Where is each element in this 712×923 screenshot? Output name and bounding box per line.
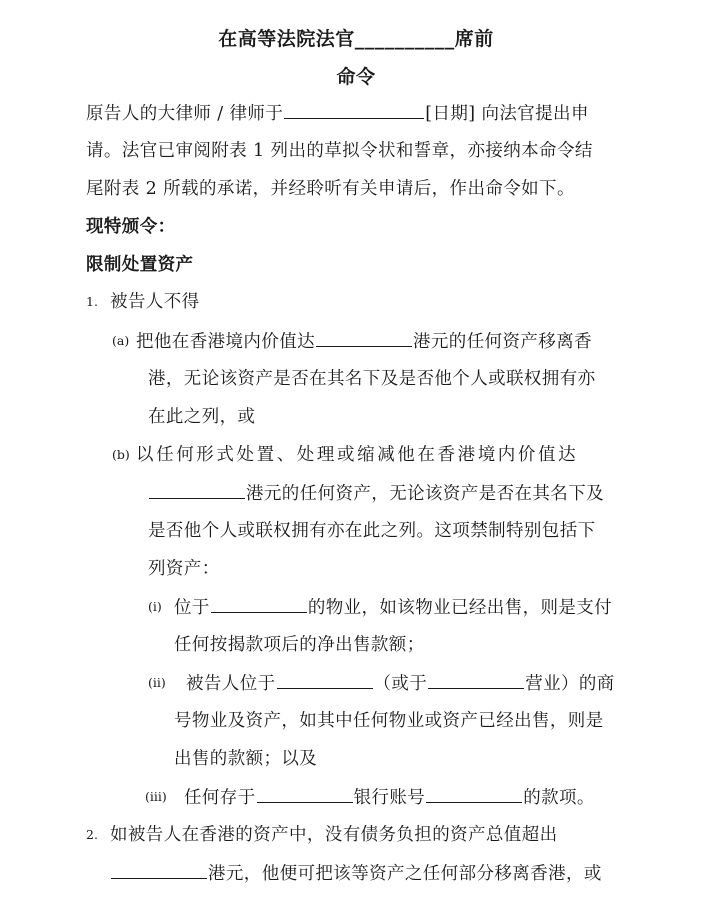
restriction-heading: 限制处置资产 — [86, 255, 194, 275]
intro-line-1 — [86, 100, 589, 127]
item-1b-i-line-1 — [174, 594, 612, 621]
item-1a-line-2: 港，无论该资产是否在其名下及是否他个人或联权拥有亦 — [148, 369, 596, 389]
date-blank — [284, 100, 424, 119]
item-1b-i-line-1-post: 的物业，如该物业已经出售，则是支付 — [307, 598, 613, 618]
item-1b-line-4: 列资产： — [148, 559, 220, 579]
item-1-text: 被告人不得 — [110, 292, 200, 312]
item-1b-iii-label: (iii) — [145, 789, 167, 804]
item-1b-i-label: (i) — [148, 599, 162, 614]
intro-line-3: 尾附表 2 所载的承诺，并经聆听有关申请后，作出命令如下。 — [86, 179, 575, 199]
item-1-number: 1. — [86, 294, 98, 309]
item-1b-iii-line-1 — [184, 784, 595, 811]
decree-heading: 现特颁令： — [86, 217, 176, 237]
item-2-number: 2. — [86, 827, 98, 842]
amount-blank-a — [316, 328, 412, 347]
account-number-blank — [426, 784, 522, 803]
item-2-line-2 — [110, 860, 602, 887]
order-title: 命令 — [336, 66, 376, 88]
intro-line-1-pre: 原告人的大律师 / 律师于 — [86, 104, 284, 124]
item-1a-line-1-pre: 把他在香港境内价值达 — [136, 332, 315, 352]
item-1b-i-line-1-pre: 位于 — [174, 598, 210, 618]
item-1b-ii-line-1-pre: 被告人位于 — [186, 674, 276, 694]
bank-blank — [257, 784, 353, 803]
item-1b-label: (b) — [112, 447, 130, 462]
property-blank — [211, 594, 307, 613]
item-1b-line-3: 是否他个人或联权拥有亦在此之列。这项禁制特别包括下 — [148, 521, 596, 541]
item-1b-iii-line-1-pre: 任何存于 — [184, 788, 256, 808]
item-1a-label: (a) — [112, 333, 130, 348]
item-1a-line-1 — [136, 328, 592, 355]
item-1a-line-3: 在此之列，或 — [148, 407, 256, 427]
intro-line-1-post: [日期] 向法官提出申 — [425, 104, 589, 124]
item-1b-ii-line-3: 出售的款额；以及 — [174, 749, 318, 769]
amount-blank-2 — [111, 860, 207, 879]
business-name-blank — [428, 670, 524, 689]
item-2-line-1: 如被告人在香港的资产中，没有债务负担的资产总值超出 — [110, 825, 558, 845]
intro-line-2: 请。法官已审阅附表 1 列出的草拟令状和誓章，亦接纳本命令结 — [86, 141, 593, 161]
item-1b-ii-line-1-post: 营业）的商 — [525, 674, 615, 694]
item-1b-line-1: 以任何形式处置、处理或缩减他在香港境内价值达 — [136, 445, 579, 465]
amount-blank-b — [149, 480, 245, 499]
item-1b-line-2-post: 港元的任何资产，无论该资产是否在其名下及 — [246, 484, 604, 504]
item-1b-iii-line-1-mid: 银行账号 — [353, 788, 426, 808]
item-1b-ii-line-1-mid: （或于 — [373, 674, 428, 694]
court-title: 在高等法院法官__________席前 — [218, 28, 494, 50]
location-blank — [277, 670, 373, 689]
item-1b-ii-line-2: 号物业及资产，如其中任何物业或资产已经出售，则是 — [174, 711, 604, 731]
item-1b-iii-line-1-post: 的款项。 — [523, 788, 595, 808]
item-1b-i-line-2: 任何按揭款项后的净出售款额； — [174, 635, 425, 655]
item-1b-ii-label: (ii) — [148, 675, 166, 690]
item-1b-ii-line-1 — [186, 670, 615, 697]
item-1a-line-1-post: 港元的任何资产移离香 — [413, 332, 592, 352]
item-2-line-2-post: 港元，他便可把该等资产之任何部分移离香港，或 — [208, 864, 602, 884]
item-1b-line-2 — [148, 480, 604, 507]
